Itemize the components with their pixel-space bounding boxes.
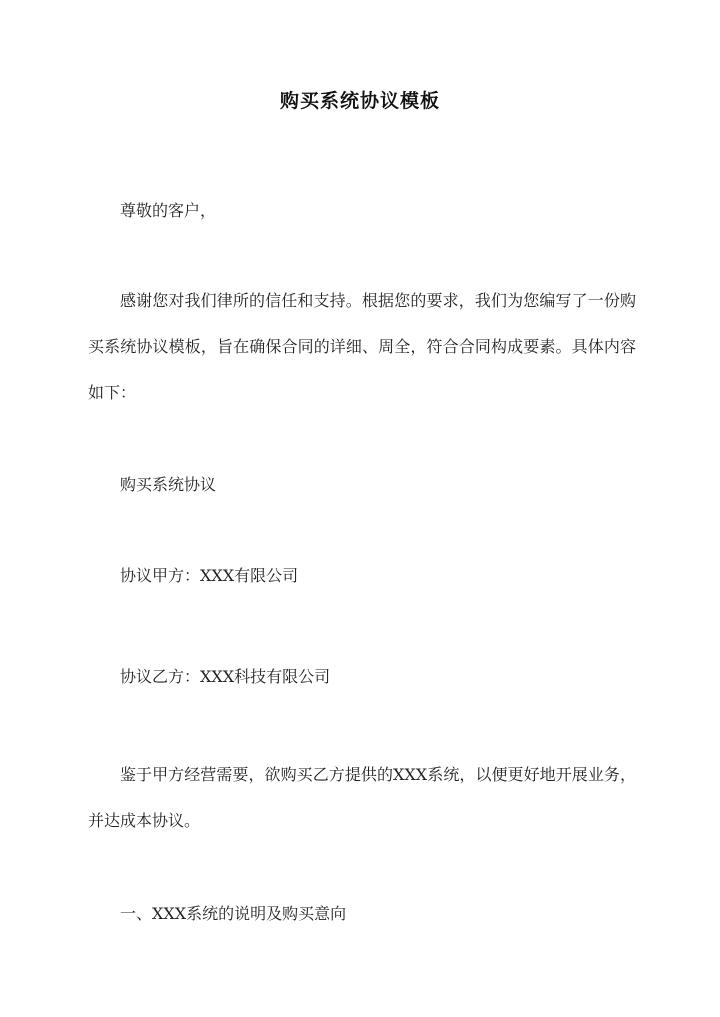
party-b-line: 协议乙方：XXX科技有限公司 <box>120 667 331 686</box>
agreement-heading: 购买系统协议 <box>120 475 217 494</box>
document-title: 购买系统协议模板 <box>279 90 440 112</box>
greeting-paragraph: 尊敬的客户， <box>120 201 217 220</box>
intro-paragraph: 感谢您对我们律所的信任和支持。根据您的要求，我们为您编写了一份购买系统协议模板，旨在确保合同的详细、周全，符合合同构成要素。具体内容如下： <box>88 291 636 402</box>
whereas-paragraph: 鉴于甲方经营需要，欲购买乙方提供的XXX系统，以便更好地开展业务，并达成本协议。 <box>88 765 636 830</box>
section-1-heading: 一、XXX系统的说明及购买意向 <box>120 904 347 923</box>
party-a-line: 协议甲方：XXX有限公司 <box>120 566 299 585</box>
